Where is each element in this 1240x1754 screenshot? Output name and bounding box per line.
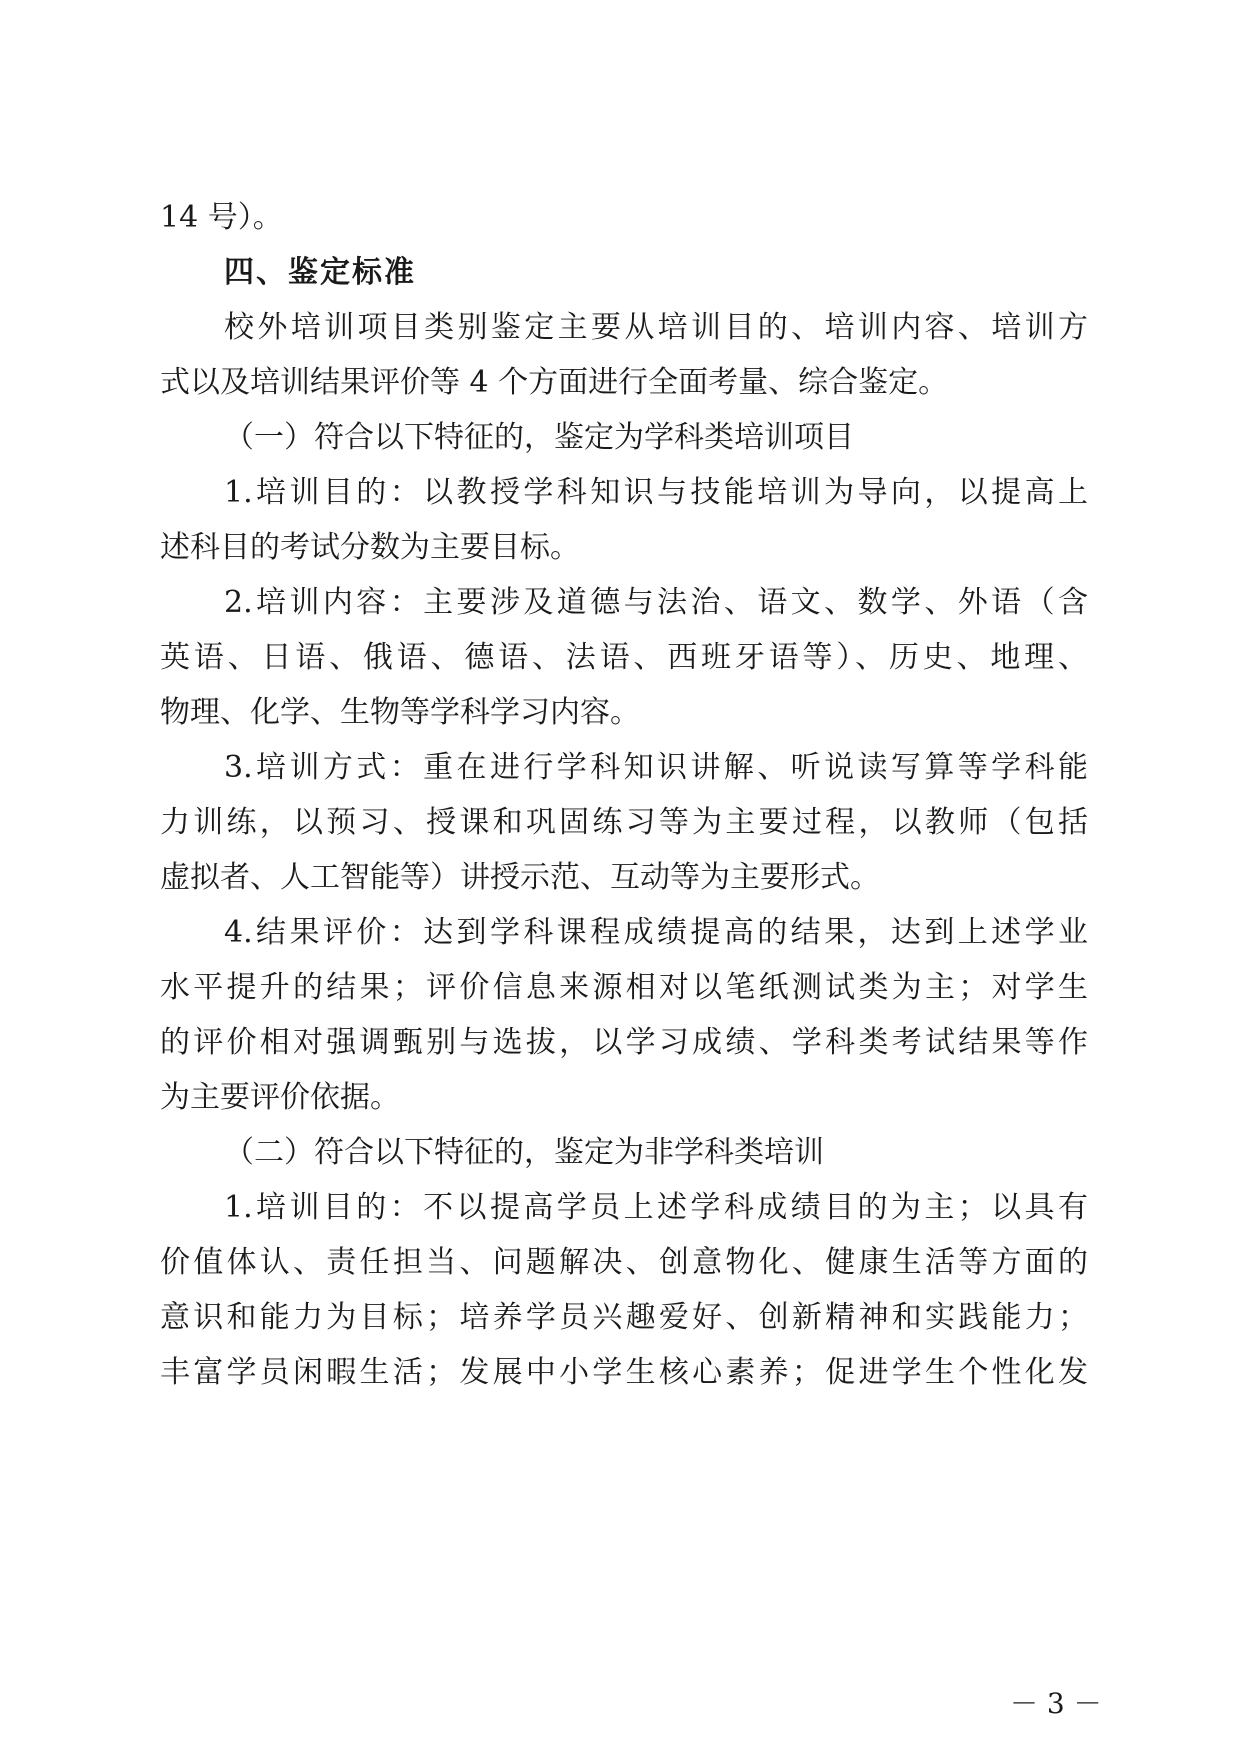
paragraph-line: 为主要评价依据。 <box>160 1080 400 1115</box>
paragraph-line: 式以及培训结果评价等 4 个方面进行全面考量、综合鉴定。 <box>160 365 949 400</box>
paragraph-line: 水平提升的结果；评价信息来源相对以笔纸测试类为主；对学生 <box>160 970 1088 1005</box>
section-heading: 四、鉴定标准 <box>224 255 416 290</box>
paragraph-line: 1.培训目的：以教授学科知识与技能培训为导向，以提高上 <box>224 475 1088 510</box>
paragraph-line: 校外培训项目类别鉴定主要从培训目的、培训内容、培训方 <box>224 310 1088 345</box>
subsection-heading: （一）符合以下特征的，鉴定为学科类培训项目 <box>224 420 854 455</box>
subsection-heading: （二）符合以下特征的，鉴定为非学科类培训 <box>224 1135 824 1170</box>
paragraph-line: 述科目的考试分数为主要目标。 <box>160 530 580 565</box>
paragraph-line: 1.培训目的：不以提高学员上述学科成绩目的为主；以具有 <box>224 1190 1088 1225</box>
paragraph-line: 3.培训方式：重在进行学科知识讲解、听说读写算等学科能 <box>224 750 1088 785</box>
paragraph-line: 虚拟者、人工智能等）讲授示范、互动等为主要形式。 <box>160 860 880 895</box>
paragraph-line: 物理、化学、生物等学科学习内容。 <box>160 695 640 730</box>
paragraph-line: 价值体认、责任担当、问题解决、创意物化、健康生活等方面的 <box>160 1245 1088 1280</box>
paragraph-line: 丰富学员闲暇生活；发展中小学生核心素养；促进学生个性化发 <box>160 1355 1088 1390</box>
paragraph-line: 意识和能力为目标；培养学员兴趣爱好、创新精神和实践能力； <box>160 1300 1088 1335</box>
paragraph-line: 英语、日语、俄语、德语、法语、西班牙语等）、历史、地理、 <box>160 640 1088 675</box>
paragraph-line: 2.培训内容：主要涉及道德与法治、语文、数学、外语（含 <box>224 585 1088 620</box>
page-number: － 3 － <box>1010 1687 1102 1720</box>
text-line-continuation: 14 号）。 <box>160 200 283 235</box>
paragraph-line: 的评价相对强调甄别与选拔，以学习成绩、学科类考试结果等作 <box>160 1025 1088 1060</box>
paragraph-line: 力训练，以预习、授课和巩固练习等为主要过程，以教师（包括 <box>160 805 1088 840</box>
paragraph-line: 4.结果评价：达到学科课程成绩提高的结果，达到上述学业 <box>224 915 1088 950</box>
